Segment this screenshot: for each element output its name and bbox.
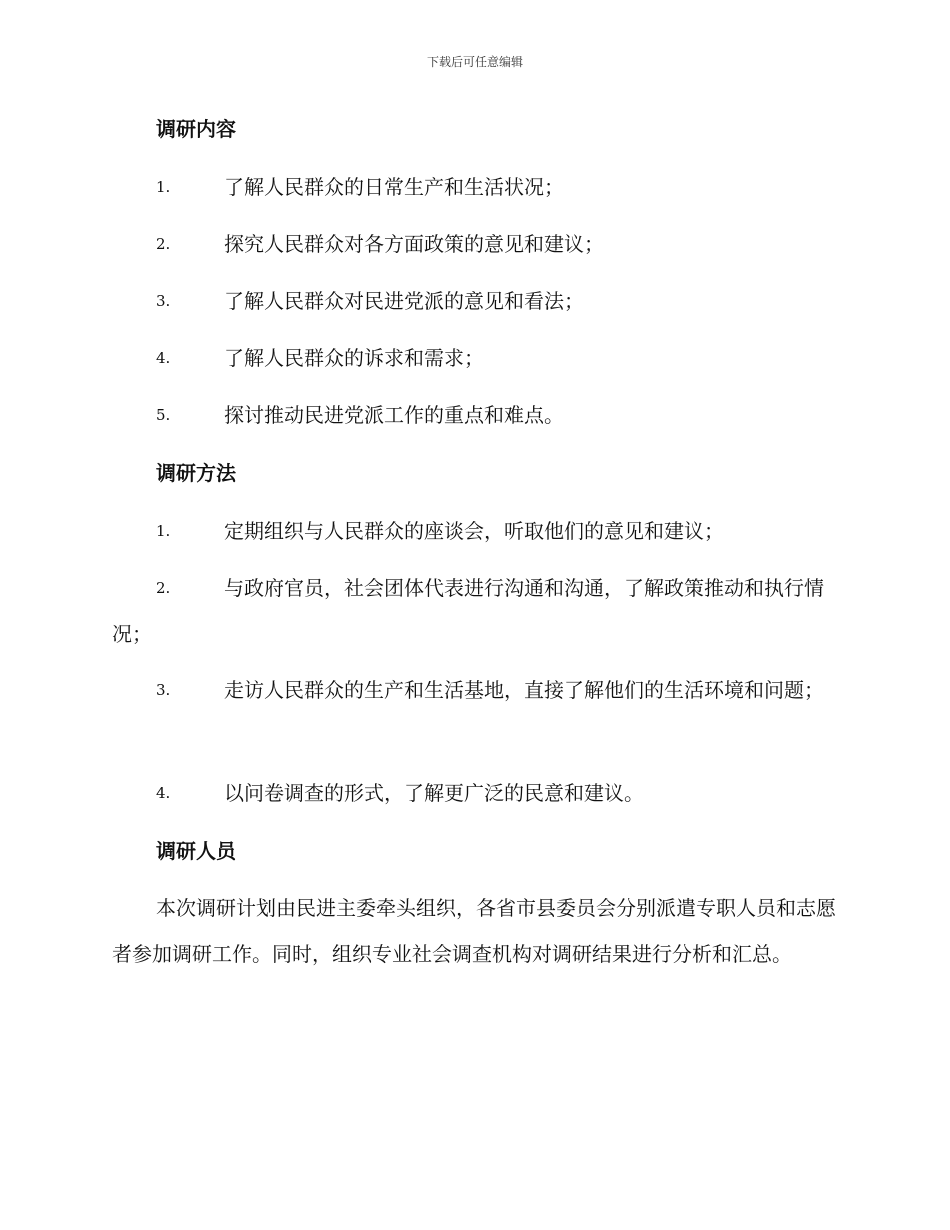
list-item	[112, 278, 838, 324]
list-item-text: 了解人民群众对民进党派的意见和看法；	[224, 289, 584, 313]
list-item-text: 与政府官员，社会团体代表进行沟通和沟通，了解政策推动和执行情况；	[112, 576, 824, 646]
list-item-number: 2.	[156, 235, 171, 253]
section-heading-content: 调研内容	[156, 117, 236, 141]
list-item-text: 走访人民群众的生产和生活基地，直接了解他们的生活环境和问题；	[224, 678, 824, 702]
section-heading-methods: 调研方法	[156, 461, 236, 485]
list-item-text: 以问卷调查的形式，了解更广泛的民意和建议。	[224, 781, 644, 805]
list-item	[112, 335, 838, 381]
list-item-text: 了解人民群众的日常生产和生活状况；	[224, 175, 564, 199]
list-item	[112, 667, 838, 713]
list-item-text: 定期组织与人民群众的座谈会，听取他们的意见和建议；	[224, 519, 724, 543]
list-item-number: 4.	[156, 349, 171, 367]
section-heading-personnel: 调研人员	[156, 839, 236, 863]
list-item-number: 3.	[156, 681, 171, 699]
list-item-text: 了解人民群众的诉求和需求；	[224, 346, 484, 370]
list-item-number: 2.	[156, 579, 171, 597]
list-item-number: 5.	[156, 406, 171, 424]
list-item-number: 3.	[156, 292, 171, 310]
list-item	[112, 221, 838, 267]
list-item	[112, 164, 838, 210]
list-item	[112, 508, 838, 554]
header-note: 下载后可任意编辑	[426, 55, 523, 69]
list-item	[112, 565, 838, 657]
list-item	[112, 392, 838, 438]
list-item-text: 探讨推动民进党派工作的重点和难点。	[224, 403, 564, 427]
list-item	[112, 770, 838, 816]
list-item-number: 1.	[156, 522, 171, 540]
list-item-number: 1.	[156, 178, 171, 196]
personnel-paragraph: 本次调研计划由民进主委牵头组织，各省市县委员会分别派遣专职人员和志愿者参加调研工作。同时，组织专业社会调查机构对调研结果进行分析和汇总。	[112, 896, 836, 966]
list-item-text: 探究人民群众对各方面政策的意见和建议；	[224, 232, 604, 256]
list-item-number: 4.	[156, 784, 171, 802]
